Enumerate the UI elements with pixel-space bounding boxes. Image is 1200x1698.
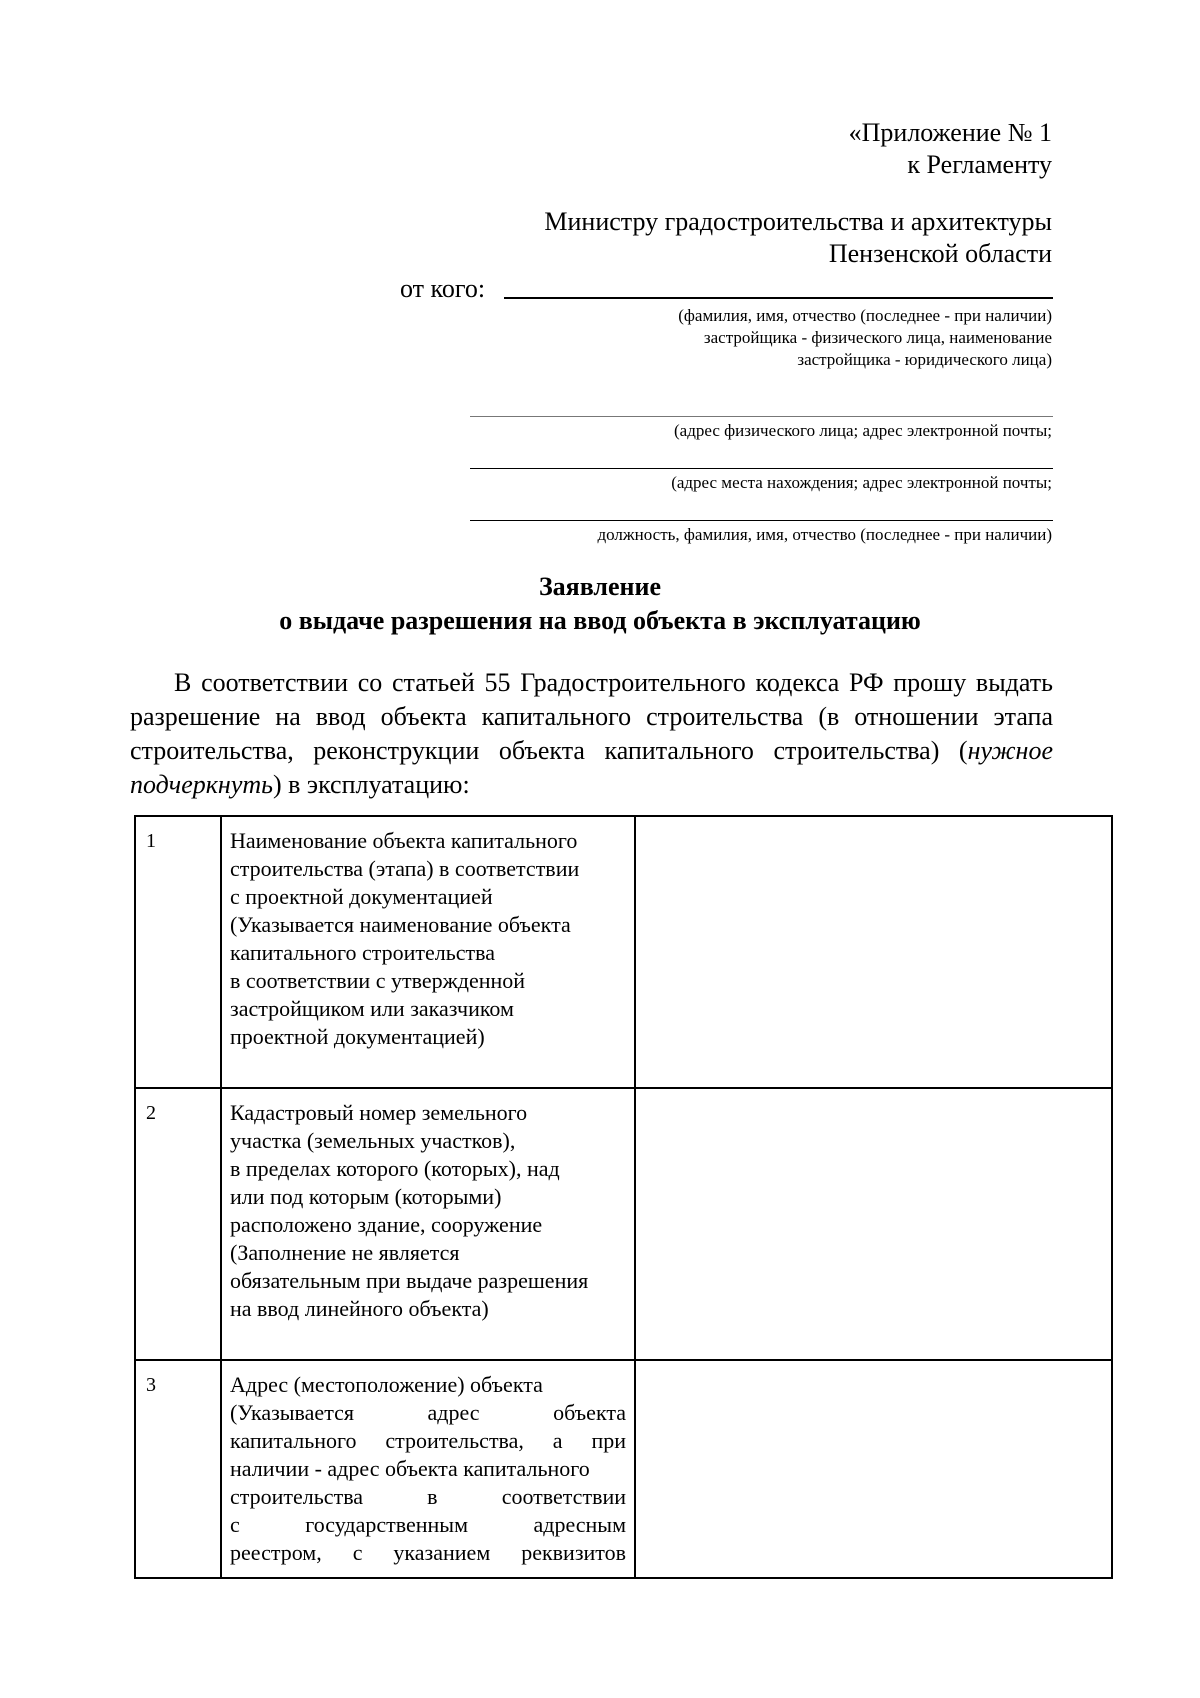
row-label [221,816,635,1088]
row-label [221,1088,635,1360]
appendix-reference [552,117,1052,181]
intro-italic-note: нужное подчеркнуть [130,736,1053,799]
row-label-line: наличии - адрес объекта капитального [230,1456,590,1481]
row-label-line: капитального строительства, а при [230,1428,626,1453]
row-label-line: с проектной документацией [230,884,493,909]
row-label-line: расположено здание, сооружение [230,1212,543,1237]
row-label-line: строительства в соответствии [230,1484,626,1509]
from-fill-line[interactable] [504,297,1053,299]
row-label-line: строительства (этапа) в соответствии [230,856,580,881]
applicant-hint-line-3: застройщика - юридического лица) [797,350,1052,369]
row-label-line: реестром, с указанием реквизитов [230,1540,626,1565]
title-line-1: Заявление [538,572,662,601]
row-label-line: (Указывается адрес объекта [230,1400,626,1425]
position-hint: должность, фамилия, имя, отчество (последнее - при наличии) [597,525,1052,544]
from-label: от кого: [400,274,486,303]
row-label-line: Наименование объекта капитального [230,828,578,853]
row-label-line: в пределах которого (которых), над [230,1156,560,1181]
row-label-line: (Заполнение не является [230,1240,460,1265]
applicant-hint [532,305,1052,371]
appendix-line-1: «Приложение № 1 [848,118,1052,147]
intro-paragraph [130,666,1053,802]
applicant-hint-line-2: застройщика - физического лица, наименование [703,328,1052,347]
row-label-line: с государственным адресным [230,1512,626,1537]
row-label-line: в соответствии с утвержденной [230,968,526,993]
row-label-line: капитального строительства [230,940,496,965]
applicant-hint-line-1: (фамилия, имя, отчество (последнее - при наличии) [678,306,1052,325]
row-label-line: участка (земельных участков), [230,1128,516,1153]
appendix-line-2: к Регламенту [907,150,1052,179]
table-row [135,1088,1112,1360]
intro-text-after: ) в эксплуатацию: [272,770,470,799]
row-number: 2 [135,1088,221,1360]
addressee [352,206,1052,270]
form-table-body [135,816,1112,1578]
intro-text-before: В соответствии со статьей 55 Градостроительного кодекса РФ прошу выдать разрешение на ввод объекта капитального строительства (в отношении этапа строительства, реконструкции объекта капитального строительства) ( [130,668,1053,765]
row-label-line: Адрес (местоположение) объекта [230,1372,543,1397]
address-person-fill-line[interactable] [470,416,1053,417]
title-line-2: о выдаче разрешения на ввод объекта в эксплуатацию [279,606,921,635]
row-label [221,1360,635,1578]
row-label-line: Кадастровый номер земельного [230,1100,528,1125]
row-label-line: или под которым (которыми) [230,1184,502,1209]
addressee-line-1: Министру градостроительства и архитектуры [544,207,1052,236]
document-title [0,570,1200,638]
row-label-line: обязательным при выдаче разрешения [230,1268,589,1293]
position-fill-line[interactable] [470,520,1053,521]
row-value-field[interactable] [635,1360,1112,1578]
address-person-hint: (адрес физического лица; адрес электронной почты; [674,421,1052,440]
address-location-fill-line[interactable] [470,468,1053,469]
form-table [134,815,1113,1579]
row-number: 3 [135,1360,221,1578]
row-label-line: проектной документацией) [230,1024,485,1049]
row-label-line: застройщиком или заказчиком [230,996,514,1021]
row-number: 1 [135,816,221,1088]
row-label-line: (Указывается наименование объекта [230,912,571,937]
address-location-hint: (адрес места нахождения; адрес электронной почты; [671,473,1052,492]
addressee-line-2: Пензенской области [828,239,1052,268]
row-value-field[interactable] [635,816,1112,1088]
from-field [400,273,1053,305]
row-label-line: на ввод линейного объекта) [230,1296,489,1321]
table-row [135,1360,1112,1578]
row-value-field[interactable] [635,1088,1112,1360]
table-row [135,816,1112,1088]
